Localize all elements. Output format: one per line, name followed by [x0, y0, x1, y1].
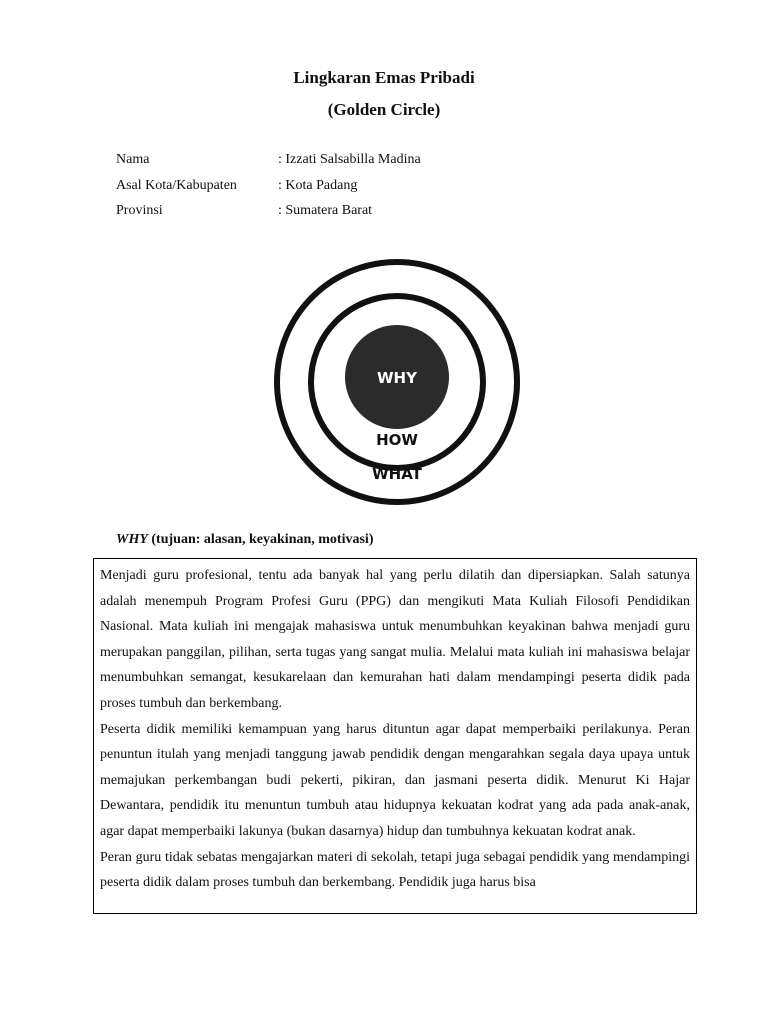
identity-row-name	[116, 152, 421, 178]
why-label: WHY	[377, 369, 417, 387]
document-subtitle: (Golden Circle)	[327, 100, 441, 119]
identity-label: Provinsi	[116, 203, 163, 218]
identity-value: : Izzati Salsabilla Madina	[278, 152, 421, 167]
identity-value: : Sumatera Barat	[278, 203, 373, 218]
what-label: WHAT	[372, 465, 422, 483]
identity-value: : Kota Padang	[278, 177, 358, 193]
why-paragraph: Peran guru tidak sebatas mengajarkan materi di sekolah, tetapi juga sebagai pendidik yang mendampingi peserta didik dalam proses tumbuh dan berkembang. Pendidik juga harus bisa	[100, 849, 690, 891]
why-heading-keyword: WHY	[116, 532, 148, 547]
document-title: Lingkaran Emas Pribadi	[293, 68, 475, 87]
why-paragraph: Menjadi guru profesional, tentu ada banyak hal yang perlu dilatih dan dipersiapkan. Salah satunya adalah menempuh Program Profesi Guru (PPG) dan mengikuti Mata Kuliah Filosofi Pendidikan Nasional. Mata kuliah ini mengajak mahasiswa untuk menumbuhkan keyakinan bahwa menjadi guru merupakan panggilan, pilihan, serta tugas yang sangat mulia. Melalui mata kuliah ini mahasiswa belajar menumbuhkan semangat, kesukarelaan dan kemurahan hati dalam mendampingi peserta didik pada proses tumbuh dan berkembang.	[100, 568, 690, 711]
why-text-box	[93, 558, 697, 914]
why-section-heading	[116, 532, 373, 548]
how-label: HOW	[376, 431, 418, 449]
identity-row-province	[116, 203, 421, 229]
golden-circle-diagram	[272, 257, 522, 507]
identity-row-city	[116, 178, 421, 204]
why-paragraph: Peserta didik memiliki kemampuan yang harus dituntun agar dapat memperbaiki perilakunya. Peran penuntun itulah yang menjadi tanggung jawab pendidik dengan mengarahkan segala daya upaya untuk memajukan perkembangan budi pekerti, pikiran, dan jasmani peserta didik. Menurut Ki Hajar Dewantara, pendidik itu menuntun tumbuh atau hidupnya kekuatan kodrat yang ada pada anak-anak, agar dapat memperbaiki lakunya (bukan dasarnya) hidup dan tumbuhnya kekuatan kodrat anak.	[100, 721, 690, 839]
identity-label: Asal Kota/Kabupaten	[116, 177, 237, 193]
why-heading-description: (tujuan: alasan, keyakinan, motivasi)	[147, 532, 374, 547]
identity-label: Nama	[116, 152, 150, 167]
identity-block	[116, 152, 421, 229]
